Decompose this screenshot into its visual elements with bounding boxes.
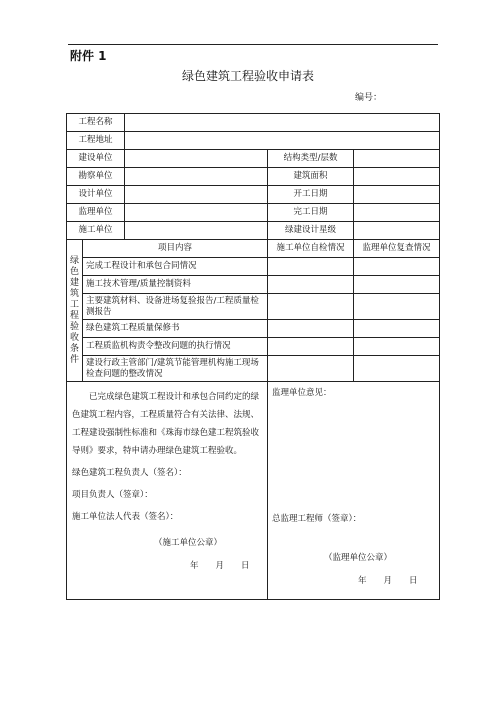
form-title: 绿色建筑工程验收申请表 bbox=[181, 69, 314, 83]
chief-engineer-signature: 总监理工程师（签章）： bbox=[272, 514, 362, 524]
col-header-self-check: 施工单位自检情况 bbox=[268, 240, 354, 258]
col-header-item: 项目内容 bbox=[83, 240, 268, 258]
condition-row bbox=[67, 356, 440, 382]
condition-row bbox=[67, 294, 440, 320]
condition-row bbox=[67, 258, 440, 276]
start-date-value[interactable] bbox=[354, 186, 440, 204]
supervisor-review-cell[interactable] bbox=[354, 294, 440, 320]
condition-row bbox=[67, 320, 440, 338]
vertical-char: 筑 bbox=[70, 288, 80, 299]
conditions-header-row bbox=[67, 240, 440, 258]
vertical-char: 收 bbox=[70, 332, 80, 343]
vertical-char: 绿 bbox=[70, 255, 80, 266]
project-name-value[interactable] bbox=[125, 114, 440, 132]
row-builder bbox=[67, 150, 440, 168]
supervisor-review-cell[interactable] bbox=[354, 320, 440, 338]
self-check-cell[interactable] bbox=[268, 338, 354, 356]
supervisor-review-cell[interactable] bbox=[354, 356, 440, 382]
signature-row bbox=[67, 382, 440, 600]
condition-item: 建设行政主管部门/建筑节能管理机构施工现场检查问题的整改情况 bbox=[83, 356, 268, 382]
green-rating-label: 绿建设计星级 bbox=[268, 222, 354, 240]
vertical-char: 建 bbox=[70, 277, 80, 288]
supervisor-sign-date: 年 月 日 bbox=[358, 576, 418, 586]
building-area-label: 建筑面积 bbox=[268, 168, 354, 186]
supervisor-review-cell[interactable] bbox=[354, 338, 440, 356]
green-rating-value[interactable] bbox=[354, 222, 440, 240]
vertical-char: 件 bbox=[70, 354, 80, 365]
structure-type-value[interactable] bbox=[354, 150, 440, 168]
self-check-cell[interactable] bbox=[268, 258, 354, 276]
supervisor-opinion-cell bbox=[268, 382, 440, 600]
declaration-statement: 已完成绿色建筑工程设计和承包合同约定的绿色建筑工程内容，工程质量符合有关法律、法规、工程建设强制性标准和《珠海市绿色建工程筑验收导则》要求，特申请办理绿色建筑工程验收。 bbox=[72, 392, 260, 456]
self-check-cell[interactable] bbox=[268, 320, 354, 338]
legal-representative-signature: 施工单位法人代表（签名）： bbox=[72, 512, 179, 522]
condition-item: 施工技术管理/质量控制资料 bbox=[83, 276, 268, 294]
supervisor-opinion-label: 监理单位意见： bbox=[272, 388, 332, 398]
survey-unit-value[interactable] bbox=[125, 168, 268, 186]
row-supervision bbox=[67, 204, 440, 222]
supervision-unit-label: 监理单位 bbox=[67, 204, 125, 222]
project-address-label: 工程地址 bbox=[67, 132, 125, 150]
application-form-table bbox=[66, 113, 440, 600]
construction-unit-label: 施工单位 bbox=[67, 222, 125, 240]
completion-date-value[interactable] bbox=[354, 204, 440, 222]
supervision-unit-value[interactable] bbox=[125, 204, 268, 222]
condition-item: 绿色建筑工程质量保修书 bbox=[83, 320, 268, 338]
building-area-value[interactable] bbox=[354, 168, 440, 186]
self-check-cell[interactable] bbox=[268, 356, 354, 382]
row-design bbox=[67, 186, 440, 204]
project-manager-signature: 项目负责人（签章）： bbox=[72, 490, 153, 500]
row-survey bbox=[67, 168, 440, 186]
header-rule bbox=[68, 44, 438, 45]
builder-label: 建设单位 bbox=[67, 150, 125, 168]
builder-value[interactable] bbox=[125, 150, 268, 168]
row-project-name bbox=[67, 114, 440, 132]
construction-sign-date: 年 月 日 bbox=[190, 561, 250, 571]
attachment-label: 附件 1 bbox=[70, 49, 107, 63]
vertical-char: 色 bbox=[70, 266, 80, 277]
supervisor-review-cell[interactable] bbox=[354, 258, 440, 276]
survey-unit-label: 勘察单位 bbox=[67, 168, 125, 186]
vertical-char: 验 bbox=[70, 321, 80, 332]
vertical-char: 程 bbox=[70, 310, 80, 321]
supervisor-unit-seal: （监理单位公章） bbox=[324, 553, 393, 563]
vertical-char: 条 bbox=[70, 343, 80, 354]
design-unit-value[interactable] bbox=[125, 186, 268, 204]
construction-unit-seal: （施工单位公章） bbox=[154, 538, 223, 548]
vertical-char: 工 bbox=[70, 299, 80, 310]
construction-unit-value[interactable] bbox=[125, 222, 268, 240]
row-construction bbox=[67, 222, 440, 240]
design-unit-label: 设计单位 bbox=[67, 186, 125, 204]
condition-item: 完成工程设计和承包合同情况 bbox=[83, 258, 268, 276]
self-check-cell[interactable] bbox=[268, 294, 354, 320]
project-address-value[interactable] bbox=[125, 132, 440, 150]
col-header-supervisor-review: 监理单位复查情况 bbox=[354, 240, 440, 258]
condition-row bbox=[67, 338, 440, 356]
supervisor-review-cell[interactable] bbox=[354, 276, 440, 294]
condition-item: 主要建筑材料、设备进场复验报告/工程质量检测报告 bbox=[83, 294, 268, 320]
completion-date-label: 完工日期 bbox=[268, 204, 354, 222]
condition-item: 工程质监机构责令整改问题的执行情况 bbox=[83, 338, 268, 356]
acceptance-conditions-vertical-label bbox=[67, 240, 83, 382]
project-name-label: 工程名称 bbox=[67, 114, 125, 132]
start-date-label: 开工日期 bbox=[268, 186, 354, 204]
self-check-cell[interactable] bbox=[268, 276, 354, 294]
construction-declaration-cell bbox=[67, 382, 268, 600]
serial-number-label: 编号： bbox=[355, 93, 383, 103]
row-project-address bbox=[67, 132, 440, 150]
structure-type-label: 结构类型/层数 bbox=[268, 150, 354, 168]
green-manager-signature: 绿色建筑工程负责人（签名）： bbox=[72, 468, 187, 478]
condition-row bbox=[67, 276, 440, 294]
